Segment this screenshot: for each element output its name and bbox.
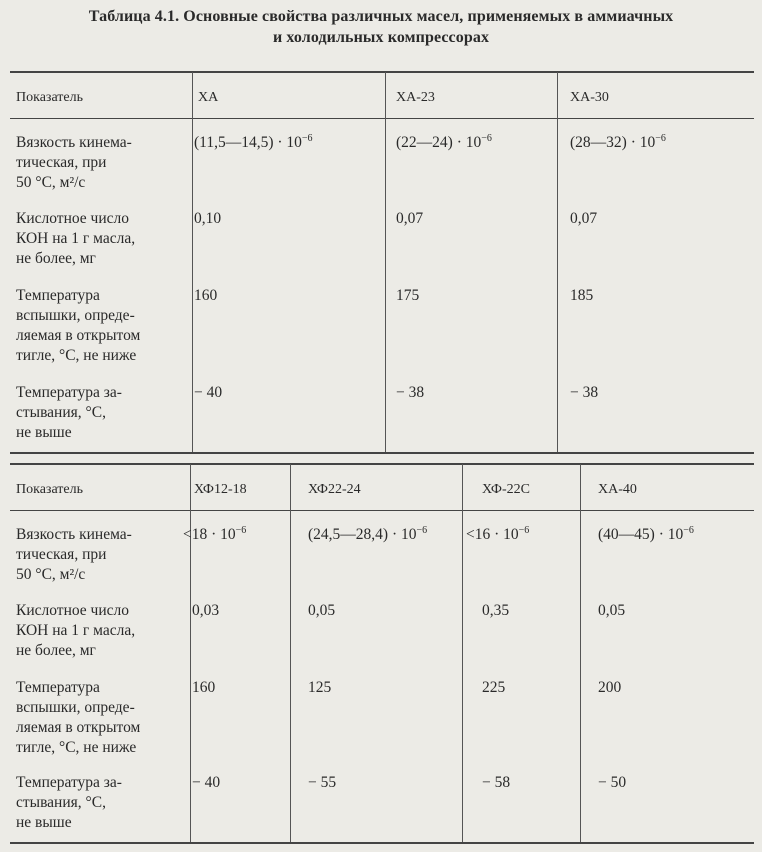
table-2-row-label-pour-point: Температура за- стывания, °С, не выше [16,774,122,831]
table-2-cell: $<16 \cdot 10^{-6}$ [466,525,530,543]
table-2-bottom-rule [10,842,754,844]
table-1-cell: 175 [396,287,420,304]
table-2-cell: − 58 [482,774,511,791]
table-2-header-xf-22c: ХФ-22С [482,482,530,497]
table-1-row-label-flash-point: Температура вспышки, опреде- ляемая в открытом тигле, °С, не ниже [16,287,141,364]
table-2-header-indicator: Показатель [16,482,83,497]
table-2-cell: (40—45) · $10^{-6}$ [598,525,694,543]
table-2-cell: 160 [192,679,216,696]
table-1-cell: − 40 [194,384,223,401]
table-1-cell: 185 [570,287,594,304]
table-1-col-divider [557,72,558,452]
table-1-row-label-viscosity: Вязкость кинема- тическая, при 50 °С, м²/с [16,134,132,191]
table-1-cell: 160 [194,287,218,304]
table-1-row-label-pour-point: Температура за- стывания, °С, не выше [16,384,122,441]
table-2-cell: 0,05 [598,602,626,619]
table-1-header-rule [10,118,754,119]
table-1-cell: (22—24) · $10^{-6}$ [396,133,492,151]
table-1-row-label-acid-number: Кислотное число КОН на 1 г масла, не более, мг [16,210,136,267]
table-2-cell: − 55 [308,774,337,791]
table-1-top-rule [10,71,754,73]
table-2-cell: − 40 [192,774,221,791]
table-1-col-divider [192,72,193,452]
table-2-header-xf12-18: ХФ12-18 [194,482,247,497]
table-2-cell: 200 [598,679,622,696]
table-title-line-2: и холодильных компрессорах [272,29,490,46]
table-2-row-label-flash-point: Температура вспышки, опреде- ляемая в открытом тигле, °С, не ниже [16,679,141,756]
table-2-col-divider [580,464,581,842]
table-2-col-divider [190,464,191,842]
table-1-cell: − 38 [396,384,425,401]
table-2-row-label-acid-number: Кислотное число КОН на 1 г масла, не более, мг [16,602,136,659]
table-1-header-xa-30: ХА-30 [570,90,609,105]
table-1-header-xa: ХА [198,90,219,105]
table-1-header-indicator: Показатель [16,90,83,105]
table-1-cell: (11,5—14,5) · $10^{-6}$ [194,133,313,151]
table-1-cell: (28—32) · $10^{-6}$ [570,133,666,151]
table-1-header-xa-23: ХА-23 [396,90,435,105]
table-2-header-rule [10,510,754,511]
table-2-cell: 0,05 [308,602,336,619]
table-2-cell: 125 [308,679,332,696]
table-2-cell: 0,35 [482,602,510,619]
table-1-cell: − 38 [570,384,599,401]
table-1-cell: 0,10 [194,210,222,227]
table-2-cell: 0,03 [192,602,220,619]
table-2-row-label-viscosity: Вязкость кинема- тическая, при 50 °С, м²/с [16,526,132,583]
table-2-cell: $<18 \cdot 10^{-6}$ [183,525,247,543]
table-2-cell: − 50 [598,774,627,791]
table-2-top-rule [10,463,754,465]
table-title [0,6,762,48]
table-2-col-divider [462,464,463,842]
table-2-cell: 225 [482,679,506,696]
table-1-col-divider [385,72,386,452]
table-1-cell: 0,07 [396,210,424,227]
table-1-bottom-rule [10,452,754,454]
table-title-line-1: Таблица 4.1. Основные свойства различных масел, применяемых в аммиачных [88,8,674,25]
table-2-header-xa-40: ХА-40 [598,482,637,497]
table-2-header-xf22-24: ХФ22-24 [308,482,361,497]
table-1-cell: 0,07 [570,210,598,227]
table-2-col-divider [290,464,291,842]
table-2-cell: (24,5—28,4) · $10^{-6}$ [308,525,428,543]
